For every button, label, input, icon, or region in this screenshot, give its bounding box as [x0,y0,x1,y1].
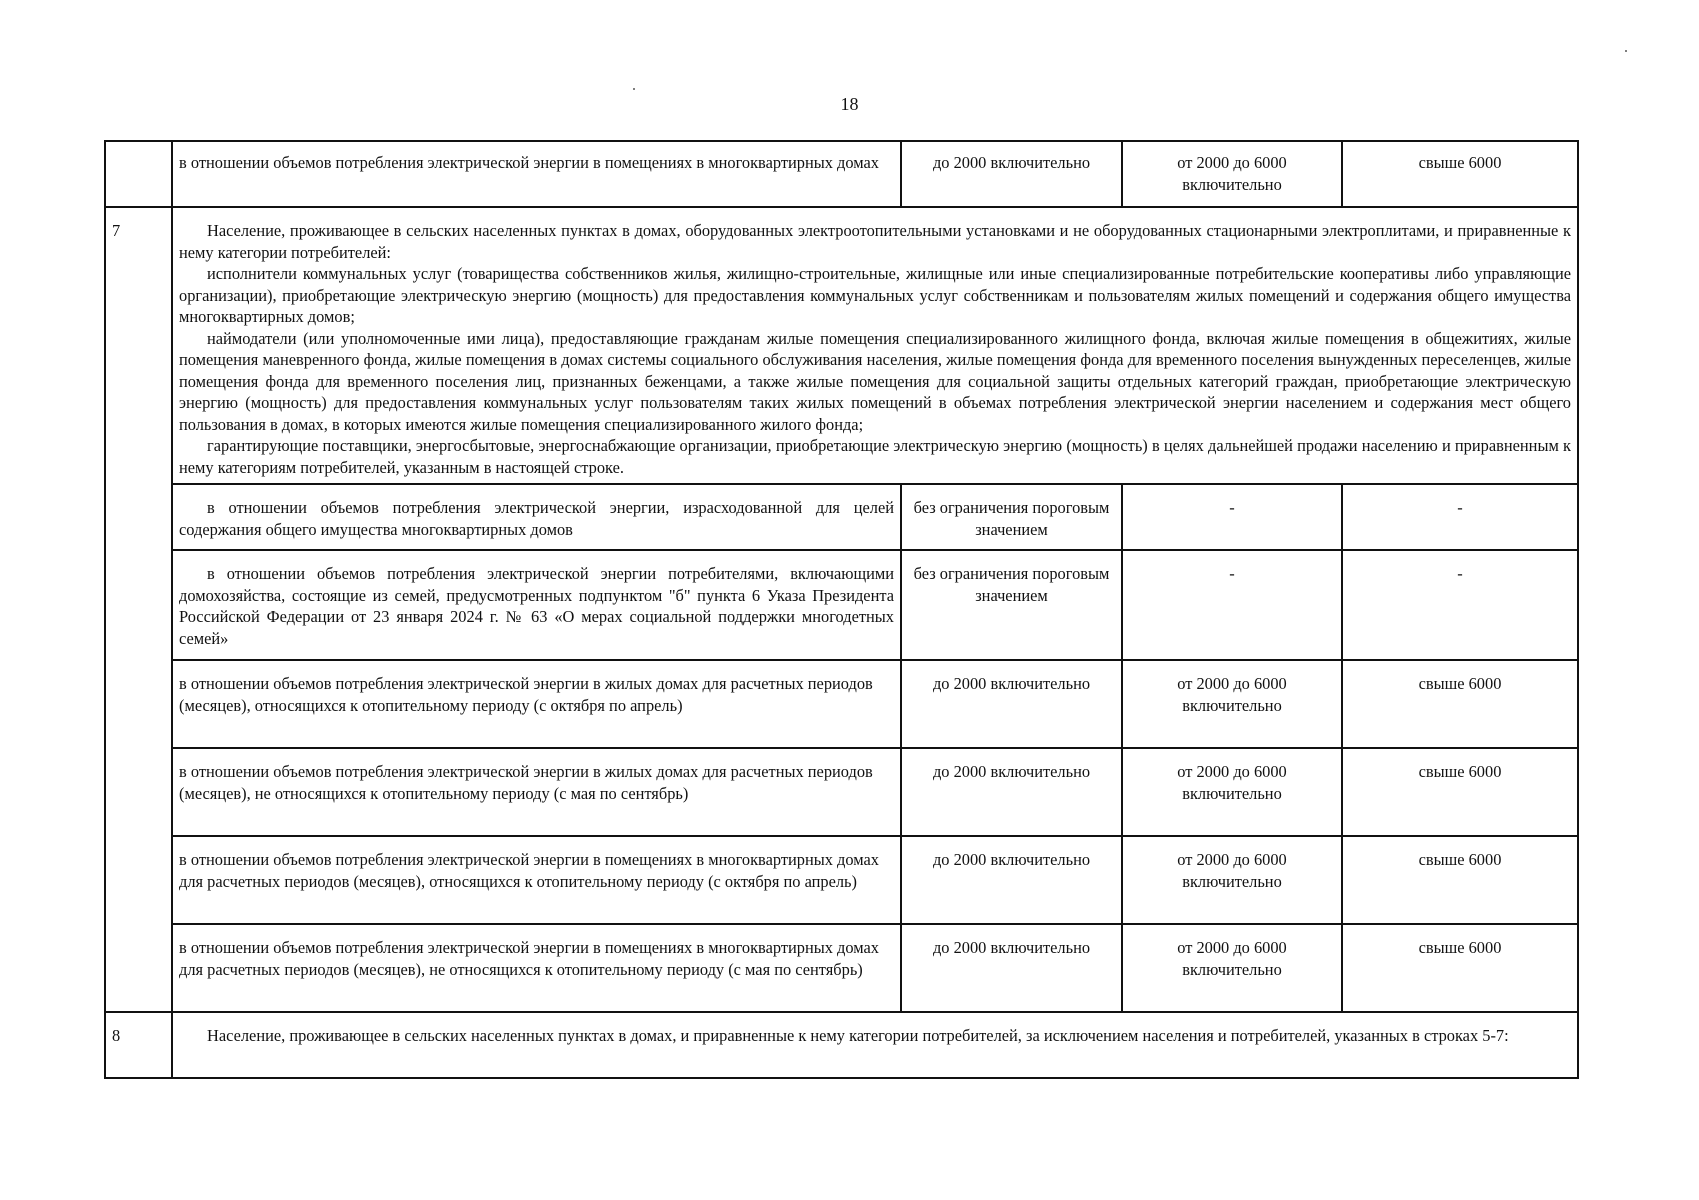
threshold-mid: - [1122,550,1342,660]
threshold-high: свыше 6000 [1342,924,1578,1012]
row-description: в отношении объемов потребления электрической энергии в жилых домах для расчетных периодов (месяцев), относящихся к отопительному периоду (с октября по апрель) [172,660,901,748]
table-row [105,924,1578,1012]
threshold-low: без ограничения пороговым значением [901,484,1122,550]
threshold-mid: от 2000 до 6000 включительно [1122,748,1342,836]
table-row [105,207,1578,484]
table-row [105,1012,1578,1078]
threshold-high: - [1342,550,1578,660]
table-row [105,550,1578,660]
row-description: в отношении объемов потребления электрической энергии в помещениях в многоквартирных домах для расчетных периодов (месяцев), относящихся к отопительному периоду (с октября по апрель) [172,836,901,924]
table-row [105,836,1578,924]
group-description: Население, проживающее в сельских населенных пунктах в домах, и приравненные к нему категории потребителей, за исключением населения и потребителей, указанных в строках 5-7: [172,1012,1578,1078]
threshold-mid: от 2000 до 6000 включительно [1122,141,1342,207]
tariff-table [104,140,1579,1079]
row-description: в отношении объемов потребления электрической энергии в помещениях в многоквартирных домах [172,141,901,207]
threshold-high: свыше 6000 [1342,836,1578,924]
row-description: в отношении объемов потребления электрической энергии потребителями, включающими домохозяйства, состоящие из семей, предусмотренных подпунктом "б" пункта 6 Указа Президента Российской Федерации от 23 января 2024 г. № 63 «О мерах социальной поддержки многодетных семей» [172,550,901,660]
scan-speck [1625,50,1627,52]
group-paragraph: гарантирующие поставщики, энергосбытовые, энергоснабжающие организации, приобретающие электрическую энергию (мощность) в целях дальнейшей продажи населению и приравненным к нему категориям потребителей, указанным в настоящей строке. [179,436,1571,477]
page-number: 18 [840,94,859,114]
threshold-low: без ограничения пороговым значением [901,550,1122,660]
threshold-low: до 2000 включительно [901,924,1122,1012]
threshold-low: до 2000 включительно [901,660,1122,748]
threshold-mid: от 2000 до 6000 включительно [1122,660,1342,748]
threshold-high: свыше 6000 [1342,748,1578,836]
table-row [105,141,1578,207]
threshold-high: - [1342,484,1578,550]
row-number: 7 [105,207,172,1012]
threshold-high: свыше 6000 [1342,141,1578,207]
threshold-low: до 2000 включительно [901,141,1122,207]
row-number: 8 [105,1012,172,1078]
table-row [105,748,1578,836]
row-number-cell [105,141,172,207]
threshold-mid: от 2000 до 6000 включительно [1122,924,1342,1012]
threshold-low: до 2000 включительно [901,748,1122,836]
table-row [105,484,1578,550]
threshold-low: до 2000 включительно [901,836,1122,924]
row-description: в отношении объемов потребления электрической энергии, израсходованной для целей содержания общего имущества многоквартирных домов [172,484,901,550]
row-description: в отношении объемов потребления электрической энергии в жилых домах для расчетных периодов (месяцев), не относящихся к отопительному периоду (с мая по сентябрь) [172,748,901,836]
threshold-mid: от 2000 до 6000 включительно [1122,836,1342,924]
scan-speck [633,88,635,90]
row-description: в отношении объемов потребления электрической энергии в помещениях в многоквартирных домах для расчетных периодов (месяцев), не относящихся к отопительному периоду (с мая по сентябрь) [172,924,901,1012]
group-description [172,207,1578,484]
group-paragraph: исполнители коммунальных услуг (товарищества собственников жилья, жилищно-строительные, жилищные или иные специализированные потребительские кооперативы либо управляющие организации), приобретающие электрическую энергию (мощность) для предоставления коммунальных услуг собственникам и пользователям жилых помещений и содержания общего имущества многоквартирных домов; [179,264,1571,326]
group-paragraph: Население, проживающее в сельских населенных пунктах в домах, оборудованных электроотопительными установками и не оборудованных стационарными электроплитами, и приравненные к нему категории потребителей: [179,221,1571,262]
table-row [105,660,1578,748]
threshold-mid: - [1122,484,1342,550]
group-paragraph: наймодатели (или уполномоченные ими лица), предоставляющие гражданам жилые помещения специализированного жилищного фонда, включая жилые помещения в общежитиях, жилые помещения маневренного фонда, жилые помещения в домах системы социального обслуживания населения, жилые помещения фонда для временного поселения вынужденных переселенцев, жилые помещения фонда для временного поселения лиц, признанных беженцами, а также жилые помещения для социальной защиты отдельных категорий граждан, приобретающие электрическую энергию (мощность) для предоставления коммунальных услуг пользователям таких жилых помещений в объемах потребления электрической энергии населением и содержания мест общего пользования в домах, в которых имеются жилые помещения специализированного жилого фонда; [179,328,1571,434]
threshold-high: свыше 6000 [1342,660,1578,748]
